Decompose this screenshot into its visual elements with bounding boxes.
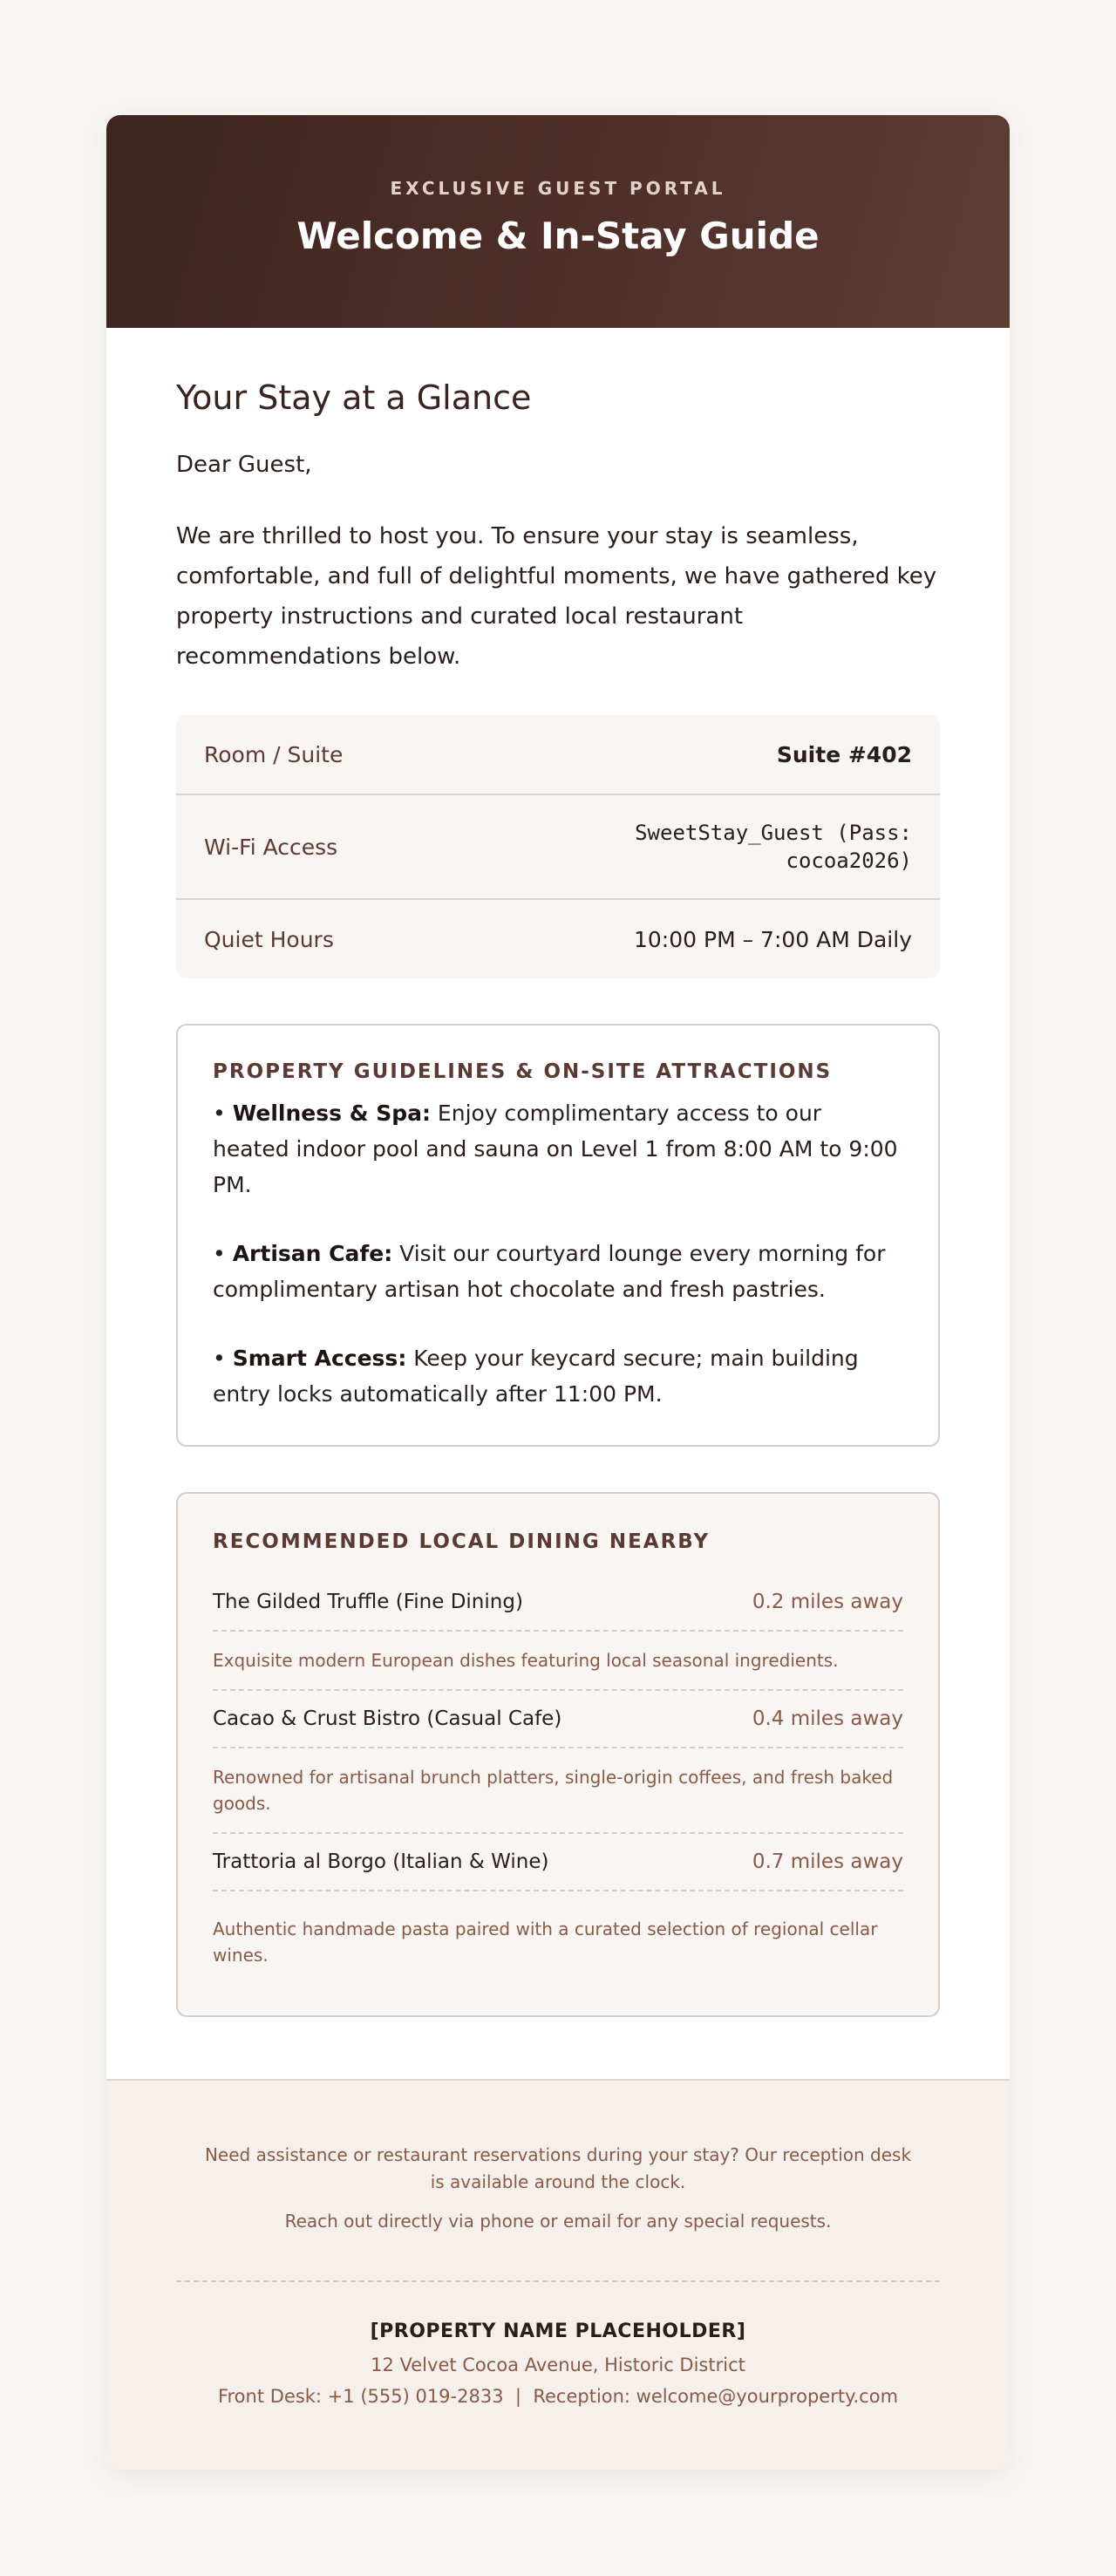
guideline-name: Smart Access: <box>232 1346 407 1371</box>
footer <box>106 2079 1010 2470</box>
info-row-quiet-hours <box>176 900 940 978</box>
restaurant-distance: 0.4 miles away <box>752 1707 903 1730</box>
restaurant-row <box>213 1834 903 1891</box>
guide-card <box>106 115 1010 2470</box>
info-row-room <box>176 715 940 795</box>
restaurant-row <box>213 1691 903 1748</box>
restaurant-distance: 0.7 miles away <box>752 1850 903 1873</box>
restaurant-row <box>213 1574 903 1632</box>
header-banner <box>106 115 1010 328</box>
bullet: • <box>213 1241 226 1266</box>
info-label: Wi-Fi Access <box>204 834 338 860</box>
bullet: • <box>213 1346 226 1371</box>
guideline-item <box>213 1236 903 1307</box>
header-title: Welcome & In-Stay Guide <box>296 215 820 257</box>
guideline-name: Artisan Cafe: <box>232 1241 393 1266</box>
info-value: Suite #402 <box>776 741 912 767</box>
footer-divider <box>176 2280 940 2282</box>
restaurant-name: Trattoria al Borgo (Italian & Wine) <box>213 1850 549 1873</box>
guideline-text: Visit our courtyard lounge every morning for complimentary artisan hot chocolate and fresh pastries. <box>213 1241 886 1302</box>
dining-box <box>176 1492 940 2017</box>
property-contact: Front Desk: +1 (555) 019-2833 | Reception: welcome@yourproperty.com <box>217 2386 899 2407</box>
guideline-item <box>213 1340 903 1412</box>
guideline-text: Keep your keycard secure; main building entry locks automatically after 11:00 PM. <box>213 1346 859 1407</box>
restaurant-description: Exquisite modern European dishes featuring local seasonal ingredients. <box>213 1632 903 1691</box>
header-eyebrow: EXCLUSIVE GUEST PORTAL <box>390 178 726 199</box>
restaurant-distance: 0.2 miles away <box>752 1591 903 1613</box>
info-label: Room / Suite <box>204 741 344 767</box>
guidelines-box <box>176 1024 940 1447</box>
restaurant-description: Authentic handmade pasta paired with a curated selection of regional cellar wines. <box>213 1918 878 1966</box>
info-value: SweetStay_Guest (Pass: cocoa2026) <box>635 821 912 873</box>
dining-title: RECOMMENDED LOCAL DINING NEARBY <box>213 1530 711 1553</box>
info-row-wifi <box>176 795 940 900</box>
guideline-item <box>213 1095 903 1203</box>
section-title: Your Stay at a Glance <box>176 378 532 417</box>
bullet: • <box>213 1101 226 1126</box>
footer-reach-text: Reach out directly via phone or email for any special requests. <box>284 2211 832 2232</box>
intro-paragraph: We are thrilled to host you. To ensure your stay is seamless, comfortable, and full of delightful moments, we have gathered key property instructions and curated local restaurant recommendations below. <box>176 523 937 670</box>
guidelines-title: PROPERTY GUIDELINES & ON-SITE ATTRACTIONS <box>213 1060 833 1083</box>
restaurant-name: Cacao & Crust Bistro (Casual Cafe) <box>213 1707 562 1730</box>
property-address: 12 Velvet Cocoa Avenue, Historic District <box>371 2355 745 2375</box>
property-name: [PROPERTY NAME PLACEHOLDER] <box>370 2320 746 2342</box>
restaurant-name: The Gilded Truffle (Fine Dining) <box>213 1591 523 1613</box>
footer-assist-text: Need assistance or restaurant reservations during your stay? Our reception desk is available around the clock. <box>204 2144 912 2192</box>
info-value: 10:00 PM – 7:00 AM Daily <box>634 926 912 952</box>
info-label: Quiet Hours <box>204 926 334 952</box>
greeting: Dear Guest, <box>176 452 312 478</box>
restaurant-description: Renowned for artisanal brunch platters, single-origin coffees, and fresh baked goods. <box>213 1748 903 1834</box>
stay-info-table <box>176 715 940 978</box>
guideline-text: Enjoy complimentary access to our heated indoor pool and sauna on Level 1 from 8:00 AM to 9:00 PM. <box>213 1101 898 1197</box>
main-content <box>106 328 1010 2017</box>
guideline-name: Wellness & Spa: <box>232 1101 431 1126</box>
